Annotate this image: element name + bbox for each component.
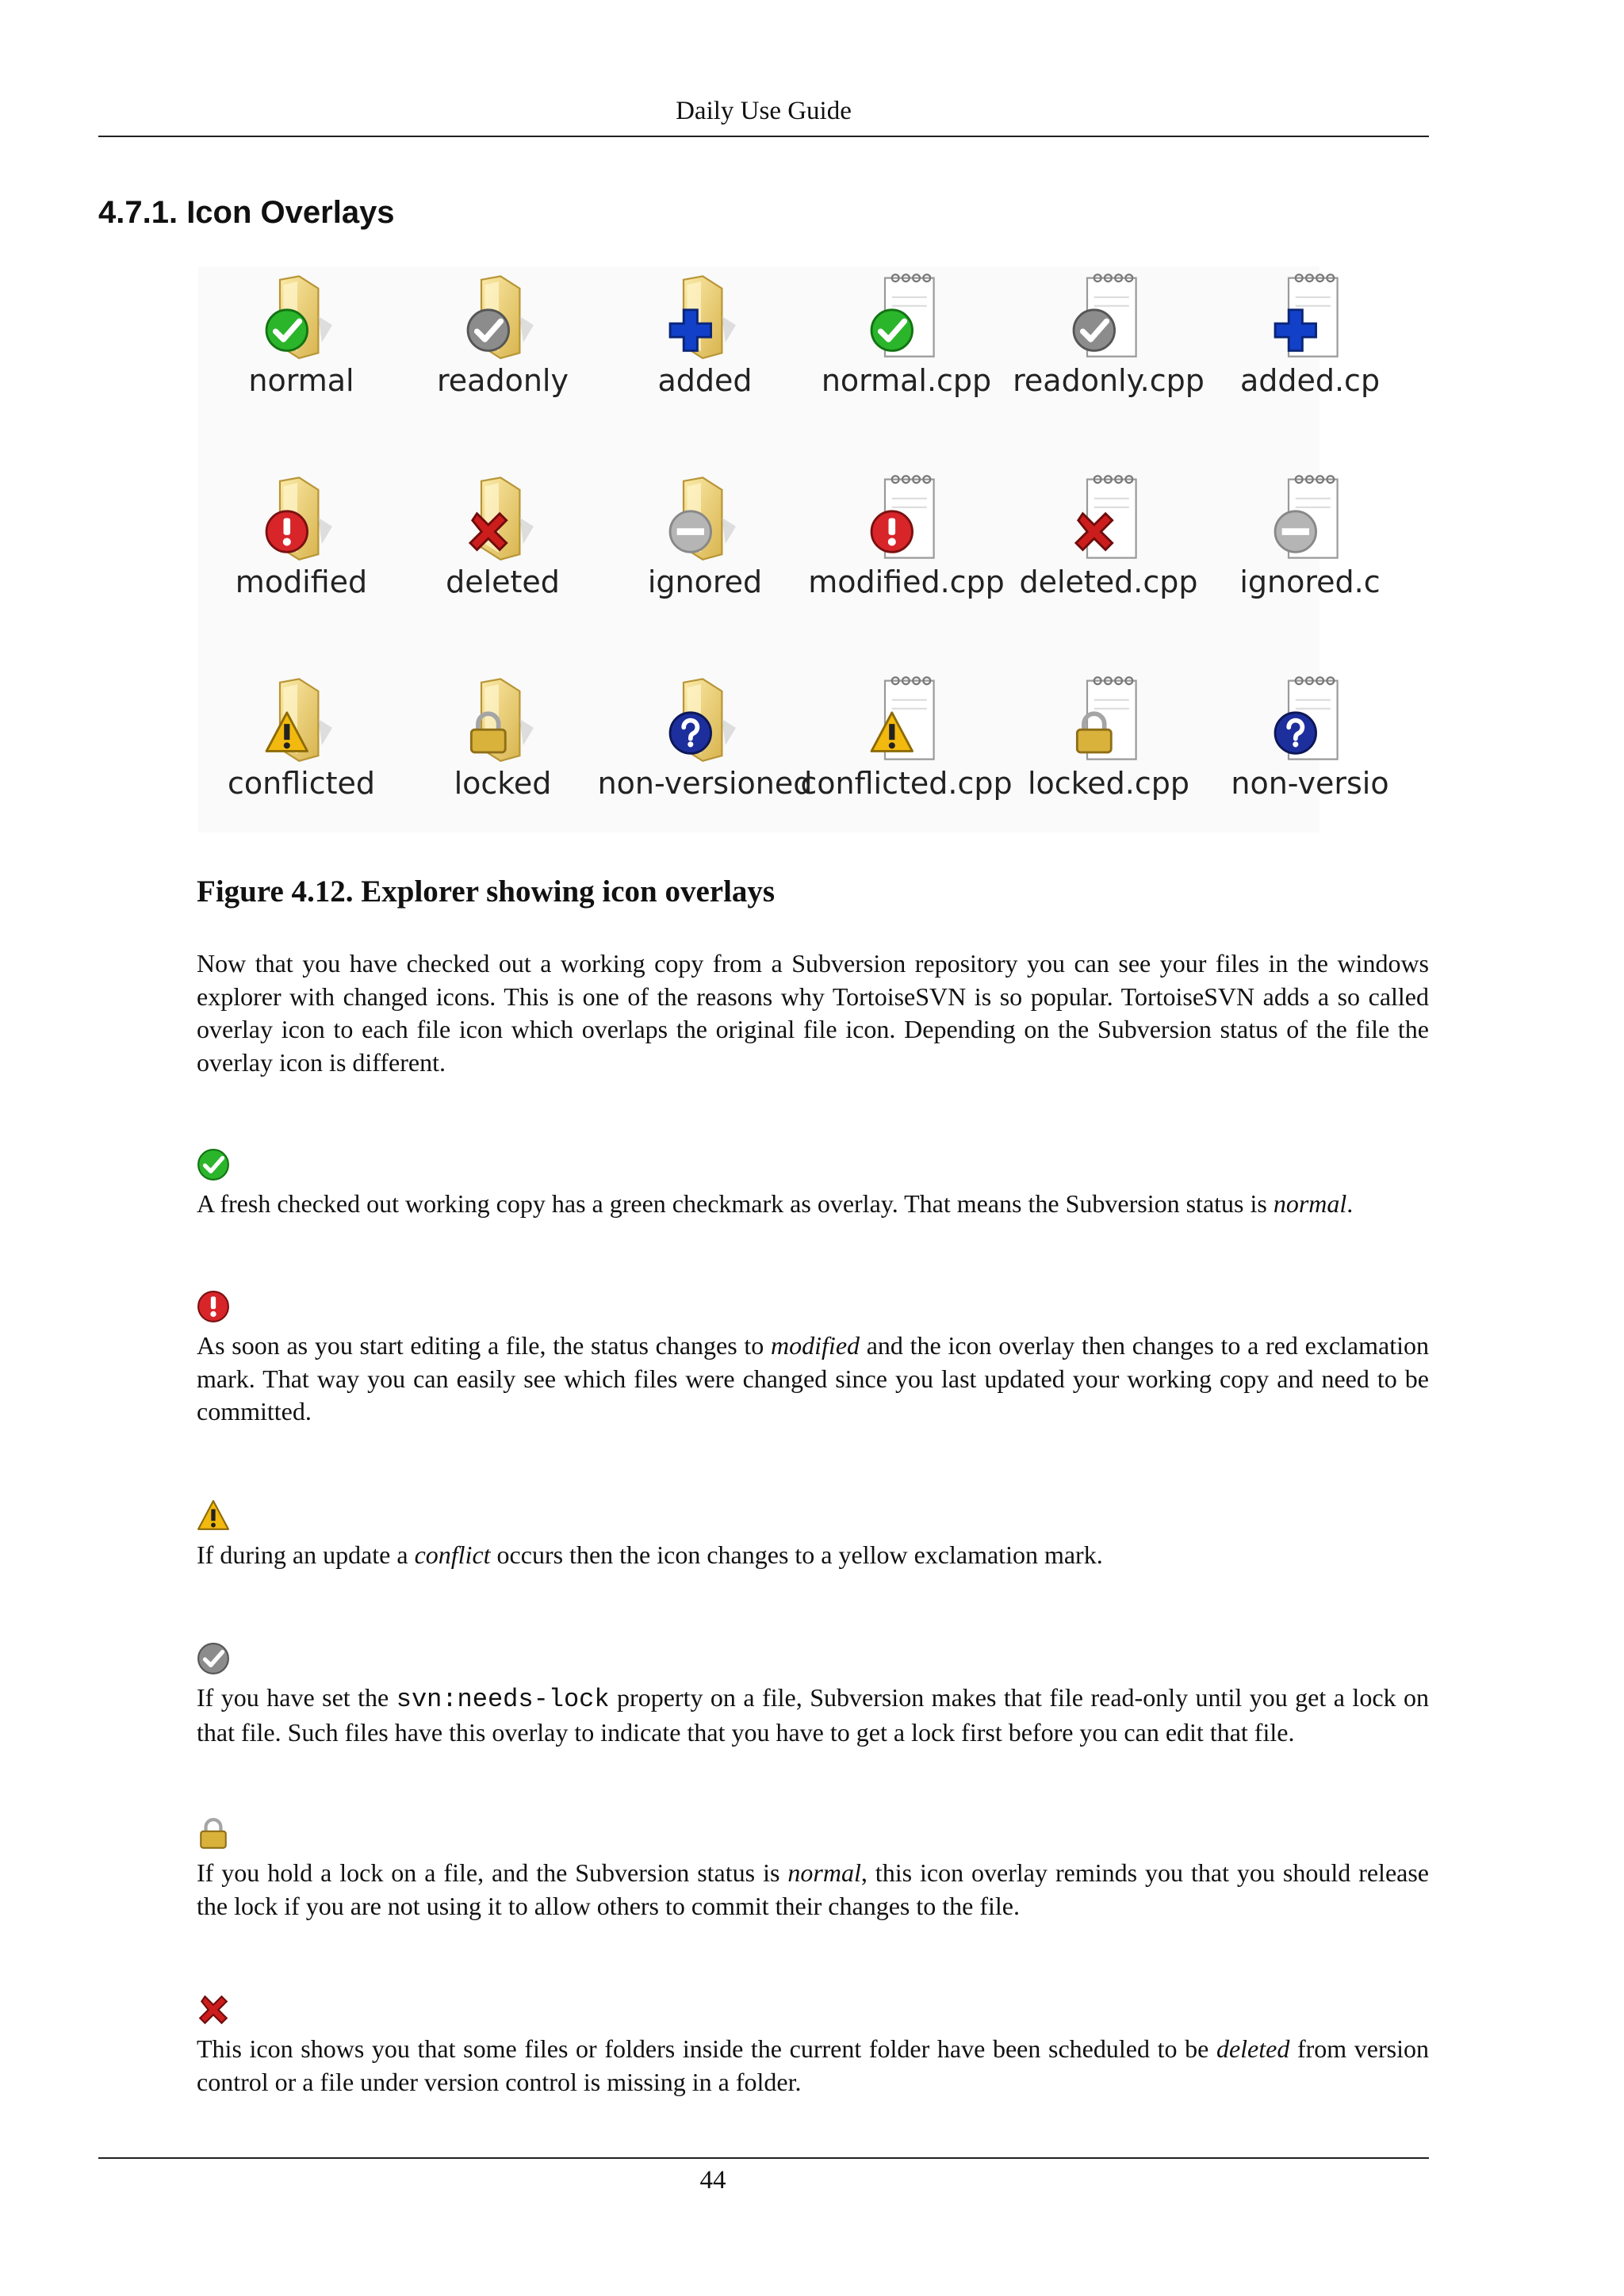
folder-icon — [254, 273, 341, 360]
file-icon — [1061, 474, 1148, 561]
figure-item-label: normal.cpp — [821, 363, 992, 398]
icon-overlay-figure — [198, 266, 1389, 832]
status-conflicted-description: If during an update a conflict occurs then the icon changes to a yellow exclamation mark. — [197, 1540, 1103, 1569]
figure-item — [602, 468, 808, 642]
figure-item-label: non-versio — [1231, 766, 1389, 801]
figure-item-label: locked.cpp — [1027, 766, 1190, 801]
status-modified-description: As soon as you start editing a file, the status changes to modified and the icon overlay then changes to a red exclamation mark. That way you can easily see which files were changed since you last updated your working copy and need to be committed. — [197, 1331, 1430, 1425]
intro-paragraph: Now that you have checked out a working copy from a Subversion repository you can see your files in the windows explorer with changed icons. This is one of the reasons why TortoiseSVN is so popular. TortoiseSVN adds a so called overlay icon to each file icon which overlaps the original file icon. Depending on the Subversion status of the file the overlay icon is different. — [197, 949, 1429, 1077]
figure-item-label: modified.cpp — [808, 564, 1005, 599]
figure-item — [800, 669, 1013, 844]
figure-item-label: conflicted.cpp — [800, 766, 1013, 801]
file-icon — [1262, 675, 1350, 763]
figure-item-label: added.cp — [1239, 363, 1381, 398]
folder-icon — [254, 675, 341, 763]
figure-item — [400, 669, 606, 844]
figure-item-label: locked — [454, 766, 552, 801]
figure-item — [1005, 266, 1212, 441]
figure-item — [1005, 468, 1212, 642]
file-icon — [859, 273, 946, 360]
lock-icon — [197, 1817, 230, 1850]
figure-item — [1207, 468, 1413, 642]
modified-icon — [197, 1290, 230, 1323]
folder-icon — [657, 273, 745, 360]
figure-item — [1207, 266, 1413, 441]
figure-item-label: conflicted — [227, 766, 375, 801]
modified-icon — [266, 511, 307, 552]
readonly-icon — [1074, 310, 1114, 350]
file-icon — [1061, 675, 1148, 763]
figure-item-label: deleted — [446, 564, 560, 599]
deleted-icon — [197, 1993, 230, 2026]
figure-item-label: readonly.cpp — [1013, 363, 1205, 398]
figure-item-label: non-versioned — [597, 766, 813, 801]
file-icon — [1061, 273, 1148, 360]
normal-icon — [197, 1148, 230, 1181]
figure-item — [400, 468, 606, 642]
figure-item — [597, 669, 813, 844]
ignored-icon — [1275, 511, 1316, 552]
figure-item — [400, 266, 606, 441]
status-readonly-description: If you have set the svn:needs-lock property on a file, Subversion makes that file read-only until you get a lock on that file. Such files have this overlay to indicate that you have to get a lock first before you can edit that file. — [197, 1683, 1429, 1747]
non-versioned-icon — [1275, 713, 1316, 753]
folder-icon — [657, 675, 745, 763]
figure-caption: Figure 4.12. Explorer showing icon overlays — [197, 874, 776, 909]
status-normal-description: A fresh checked out working copy has a green checkmark as overlay. That means the Subversion status is normal. — [197, 1189, 1354, 1218]
figure-item — [1005, 669, 1212, 844]
normal-icon — [871, 310, 912, 350]
non-versioned-icon — [670, 713, 710, 753]
figure-item-label: ignored.c — [1239, 564, 1381, 599]
folder-icon — [455, 273, 542, 360]
figure-item-label: added — [657, 363, 753, 398]
figure-item — [198, 266, 404, 441]
figure-item — [803, 266, 1009, 441]
figure-item-label: readonly — [437, 363, 569, 398]
file-icon — [1262, 273, 1350, 360]
modified-icon — [871, 511, 912, 552]
file-icon — [859, 675, 946, 763]
figure-item — [1207, 669, 1413, 844]
status-deleted-description: This icon shows you that some files or folders inside the current folder have been scheduled to be deleted from version control or a file under version control is missing in a folder. — [197, 2034, 1429, 2096]
file-icon — [1262, 474, 1350, 561]
figure-item-label: ignored — [647, 564, 763, 599]
figure-item — [198, 669, 404, 844]
figure-item-label: modified — [235, 564, 368, 599]
figure-item — [198, 468, 404, 642]
folder-icon — [455, 675, 542, 763]
header-rule — [98, 136, 1429, 137]
footer-rule — [98, 2157, 1429, 2159]
figure-item-label: normal — [248, 363, 354, 398]
conflicted-icon — [197, 1499, 230, 1533]
folder-icon — [254, 474, 341, 561]
section-title: 4.7.1. Icon Overlays — [98, 195, 395, 230]
normal-icon — [266, 310, 307, 350]
readonly-icon — [197, 1642, 230, 1675]
file-icon — [859, 474, 946, 561]
folder-icon — [657, 474, 745, 561]
folder-icon — [455, 474, 542, 561]
figure-item — [602, 266, 808, 441]
status-locked-description: If you hold a lock on a file, and the Subversion status is normal, this icon overlay reminds you that you should release the lock if you are not using it to allow others to commit their changes to the file. — [197, 1858, 1430, 1920]
figure-item-label: deleted.cpp — [1019, 564, 1198, 599]
running-header: Daily Use Guide — [676, 97, 852, 125]
readonly-icon — [468, 310, 508, 350]
ignored-icon — [670, 511, 710, 552]
figure-item — [803, 468, 1009, 642]
page-number: 44 — [699, 2166, 726, 2195]
